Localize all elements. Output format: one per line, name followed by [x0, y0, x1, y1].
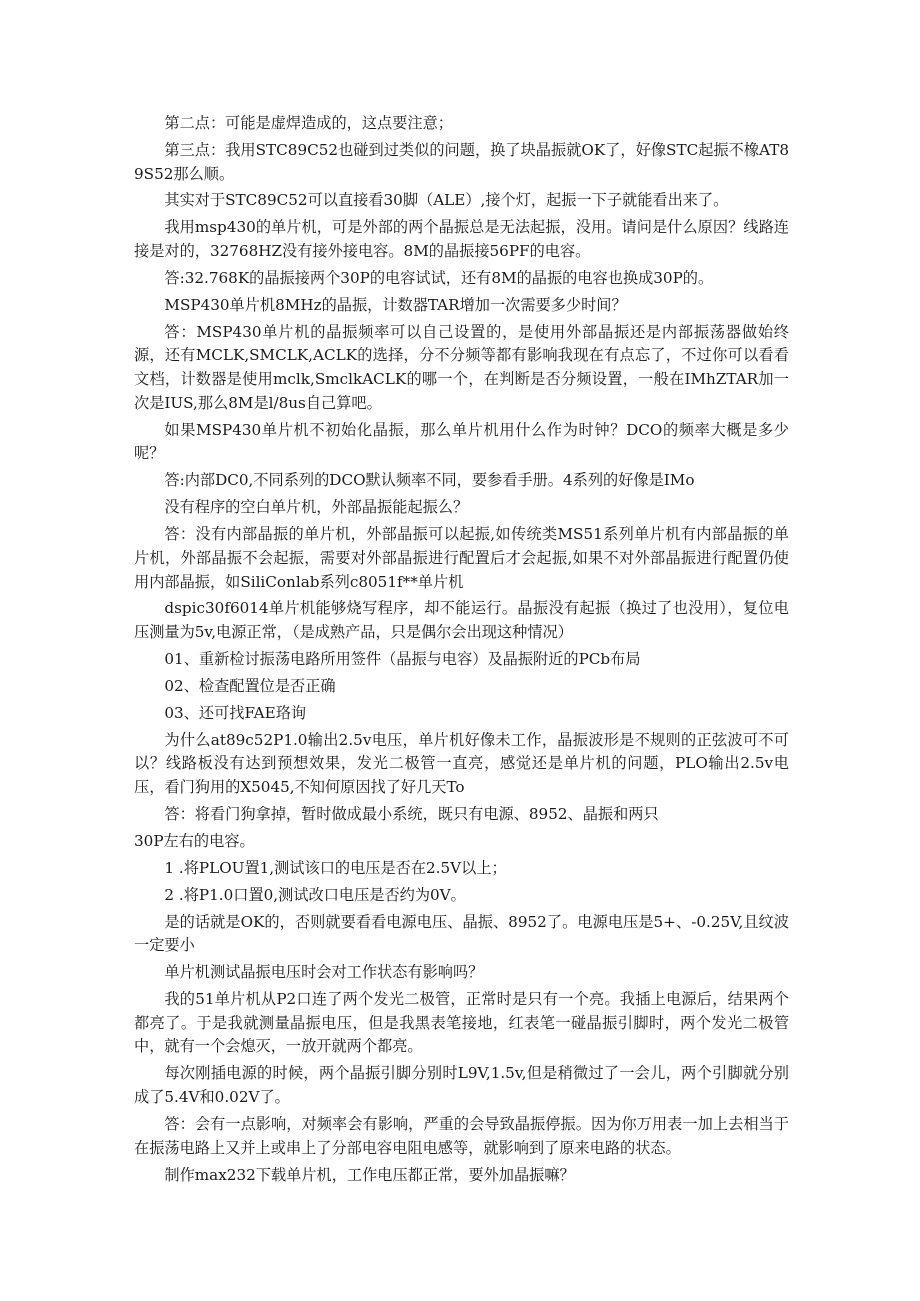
- paragraph-24: 每次刚插电源的时候，两个晶振引脚分别时L9V,1.5v,但是稍微过了一会儿，两个引脚就分别成了5.4V和0.02V了。: [134, 1064, 789, 1107]
- paragraph-26: 制作max232下载单片机，工作电压都正常，要外加晶振嘛？: [164, 1165, 575, 1184]
- paragraph-3: 其实对于STC89C52可以直接看30脚（ALE）,接个灯，起振一下子就能看出来了。: [164, 191, 729, 210]
- paragraph-7: 答：MSP430单片机的晶振频率可以自己设置的，是使用外部晶振还是内部振荡器做始终源，还有MCLK,SMCLK,ACLK的选择，分不分频等都有影响我现在有点忘了，不过你可以看看文档，计数器是使用mclk,SmclkACLK的哪一个，在判断是否分频设置，一般在IMhZTAR加一次是IUS,那么8M是l/8us自己算吧。: [134, 322, 789, 412]
- paragraph-10: 没有程序的空白单片机，外部晶振能起振么？: [164, 498, 469, 517]
- paragraph-23: 我的51单片机从P2口连了两个发光二极管，正常时是只有一个亮。我插上电源后，结果两个都亮了。于是我就测量晶振电压，但是我黑表笔接地，红表笔一碰晶振引脚时，两个发光二极管中，就有一个会熄灭，一放开就两个都亮。: [134, 990, 789, 1056]
- paragraph-25: 答：会有一点影响，对频率会有影响，严重的会导致晶振停振。因为你万用表一加上去相当于在振荡电路上又并上或串上了分部电容电阻电感等，就影响到了原来电路的状态。: [134, 1114, 789, 1157]
- paragraph-1: 第二点：可能是虚焊造成的，这点要注意；: [164, 114, 453, 132]
- paragraph-2: 第三点：我用STC89C52也碰到过类似的问题，换了块晶振就OK了，好像STC起振不橡AT89S52那么顺。: [134, 140, 789, 183]
- paragraph-14: 02、检查配置位是否正确: [164, 676, 336, 695]
- paragraph-11: 答：没有内部晶振的单片机，外部晶振可以起振,如传统类MS51系列单片机有内部晶振的单片机，外部晶振不会起振，需要对外部晶振进行配置后才会起振,如果不对外部晶振进行配置仍使用内部晶振，如SiliConlab系列c8051f**单片机: [134, 525, 789, 591]
- paragraph-16: 为什么at89c52P1.0输出2.5v电压，单片机好像未工作，晶振波形是不规则的正弦波可不可以？线路板没有达到预想效果，发光二极管一直亮，感觉还是单片机的问题，PLO输出2.5v电压，看门狗用的X5045,不知何原因找了好几天To: [134, 730, 789, 797]
- paragraph-19: 1 .将PLOU置1,测试该口的电压是否在2.5V以上；: [164, 858, 507, 877]
- paragraph-9: 答:内部DC0,不同系列的DCO默认频率不同，要参看手册。4系列的好像是IMo: [164, 471, 695, 490]
- paragraph-17: 答：将看门狗拿掉，暂时做成最小系统，既只有电源、8952、晶振和两只: [164, 804, 659, 823]
- paragraph-6: MSP430单片机8MHz的晶振，计数器TAR增加一次需要多少时间？: [164, 295, 627, 314]
- paragraph-18: 30P左右的电容。: [134, 831, 255, 850]
- paragraph-4: 我用msp430的单片机，可是外部的两个晶振总是无法起振，没用。请问是什么原因？线路连接是对的，32768HZ没有接外接电容。8M的晶振接56PF的电容。: [134, 218, 789, 261]
- document-body: [134, 112, 789, 1190]
- paragraph-20: 2 .将P1.0口置0,测试改口电压是否约为0V。: [164, 885, 466, 904]
- paragraph-13: 01、重新检讨振荡电路所用签件（晶振与电容）及晶振附近的PCb布局: [164, 650, 641, 669]
- paragraph-15: 03、还可找FAE珞询: [164, 703, 307, 722]
- paragraph-5: 答:32.768K的晶振接两个30P的电容试试，还有8M的晶振的电容也换成30P的。: [164, 268, 714, 287]
- paragraph-8: 如果MSP430单片机不初始化晶振，那么单片机用什么作为时钟？DCO的频率大概是多少呢？: [134, 420, 789, 463]
- paragraph-21: 是的话就是OK的，否则就要看看电源电压、晶振、8952了。电源电压是5+、-0.25V,且纹波一定要小: [134, 912, 789, 955]
- paragraph-22: 单片机测试晶振电压时会对工作状态有影响吗？: [164, 963, 484, 982]
- paragraph-12: dspic30f6014单片机能够烧写程序，却不能运行。晶振没有起振（换过了也没用），复位电压测量为5v,电源正常，（是成熟产品，只是偶尔会出现这种情况）: [134, 599, 789, 642]
